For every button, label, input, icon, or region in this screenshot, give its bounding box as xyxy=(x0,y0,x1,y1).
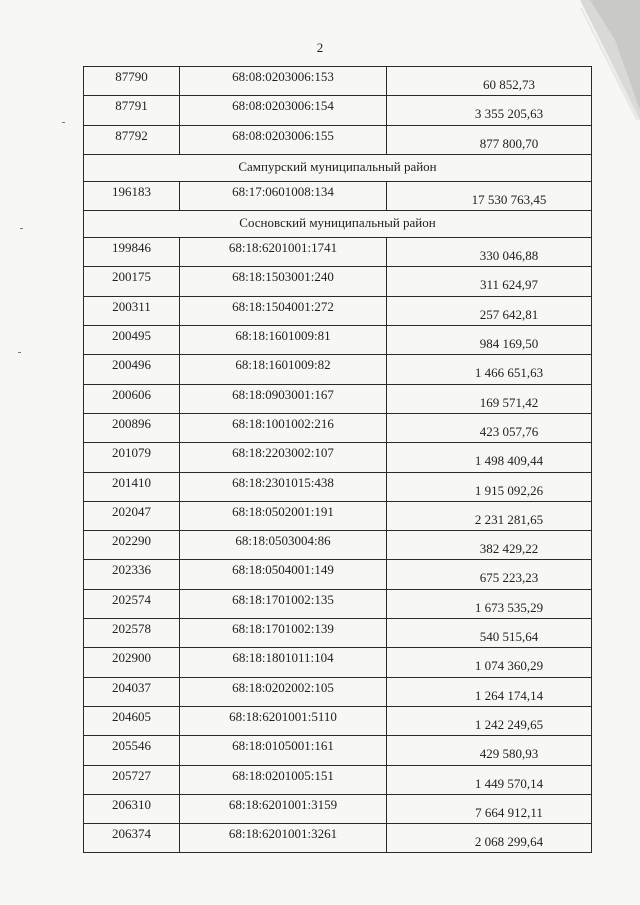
cadastral-value-text: 17 530 763,45 xyxy=(471,191,547,207)
table-row xyxy=(84,472,592,501)
object-id-cell xyxy=(84,501,180,530)
cadastral-number-cell xyxy=(180,677,387,706)
object-id-text: 202574 xyxy=(112,591,151,607)
object-id-text: 196183 xyxy=(112,183,151,199)
cadastral-number-cell xyxy=(180,125,387,154)
cadastral-number-text: 68:18:2203002:107 xyxy=(232,445,334,461)
cadastral-number-cell xyxy=(180,472,387,501)
cadastral-number-cell xyxy=(180,736,387,765)
object-id-text: 201410 xyxy=(112,474,151,490)
cadastral-value-text: 257 642,81 xyxy=(479,306,539,322)
cadastral-value-text: 169 571,42 xyxy=(479,394,539,410)
object-id-text: 200495 xyxy=(112,328,151,344)
object-id-cell xyxy=(84,384,180,413)
cadastral-value-cell xyxy=(387,794,592,823)
cadastral-value-cell xyxy=(387,181,592,210)
cadastral-value-text: 311 624,97 xyxy=(479,277,539,293)
cadastral-value-cell xyxy=(387,706,592,735)
object-id-cell xyxy=(84,589,180,618)
cadastral-value-text: 7 664 912,11 xyxy=(475,804,543,820)
cadastral-value-cell xyxy=(387,648,592,677)
table-row xyxy=(84,413,592,442)
cadastral-value-cell xyxy=(387,560,592,589)
cadastral-value-cell xyxy=(387,238,592,267)
cadastral-number-cell xyxy=(180,326,387,355)
cadastral-number-text: 68:18:6201001:5110 xyxy=(229,708,337,724)
cadastral-value-cell xyxy=(387,413,592,442)
cadastral-number-text: 68:18:1001002:216 xyxy=(232,415,334,431)
cadastral-value-text: 984 169,50 xyxy=(479,336,539,352)
cadastral-number-cell xyxy=(180,589,387,618)
cadastral-number-cell xyxy=(180,531,387,560)
table-row xyxy=(84,181,592,210)
object-id-cell xyxy=(84,765,180,794)
object-id-text: 200175 xyxy=(112,269,151,285)
cadastral-number-text: 68:18:0502001:191 xyxy=(232,503,334,519)
cadastral-number-cell xyxy=(180,96,387,125)
table-row xyxy=(84,531,592,560)
table-row xyxy=(84,619,592,648)
object-id-cell xyxy=(84,125,180,154)
object-id-cell xyxy=(84,96,180,125)
cadastral-value-text: 1 074 360,29 xyxy=(474,658,544,674)
object-id-cell xyxy=(84,824,180,853)
cadastral-value-text: 429 580,93 xyxy=(479,746,539,762)
cadastral-value-text: 1 498 409,44 xyxy=(474,453,544,469)
cadastral-value-cell xyxy=(387,355,592,384)
table-row xyxy=(84,296,592,325)
cadastral-number-text: 68:18:6201001:1741 xyxy=(228,240,338,256)
cadastral-number-text: 68:18:0503004:86 xyxy=(235,533,331,549)
object-id-text: 87792 xyxy=(115,127,148,143)
cadastral-number-cell xyxy=(180,794,387,823)
object-id-cell xyxy=(84,355,180,384)
table-body xyxy=(84,67,592,853)
cadastral-number-cell xyxy=(180,296,387,325)
cadastral-number-text: 68:18:1503001:240 xyxy=(232,269,334,285)
cadastral-value-cell xyxy=(387,296,592,325)
scan-speck xyxy=(62,122,65,123)
cadastral-value-cell xyxy=(387,589,592,618)
cadastral-value-text: 540 515,64 xyxy=(479,629,539,645)
parcel-value-table xyxy=(83,66,592,853)
cadastral-number-cell xyxy=(180,238,387,267)
object-id-text: 204037 xyxy=(112,679,151,695)
cadastral-number-text: 68:08:0203006:154 xyxy=(232,98,334,114)
cadastral-value-text: 1 242 249,65 xyxy=(474,716,544,732)
table-row xyxy=(84,560,592,589)
object-id-text: 87790 xyxy=(115,69,148,84)
table-row xyxy=(84,824,592,853)
object-id-text: 205546 xyxy=(112,738,151,754)
cadastral-value-cell xyxy=(387,736,592,765)
table-row xyxy=(84,443,592,472)
cadastral-number-text: 68:18:1701002:135 xyxy=(232,591,334,607)
object-id-text: 200311 xyxy=(112,298,151,314)
cadastral-number-text: 68:18:2301015:438 xyxy=(232,474,334,490)
section-heading xyxy=(84,211,592,238)
cadastral-number-cell xyxy=(180,619,387,648)
cadastral-value-text: 2 231 281,65 xyxy=(474,511,544,527)
object-id-text: 202047 xyxy=(112,503,151,519)
cadastral-value-text: 877 800,70 xyxy=(479,135,539,151)
cadastral-value-cell xyxy=(387,472,592,501)
cadastral-value-text: 60 852,73 xyxy=(483,77,535,92)
cadastral-number-cell xyxy=(180,355,387,384)
cadastral-number-cell xyxy=(180,267,387,296)
cadastral-number-cell xyxy=(180,706,387,735)
object-id-cell xyxy=(84,181,180,210)
object-id-cell xyxy=(84,560,180,589)
object-id-text: 202290 xyxy=(112,533,151,549)
cadastral-number-text: 68:18:6201001:3261 xyxy=(228,826,338,842)
object-id-cell xyxy=(84,238,180,267)
cadastral-number-cell xyxy=(180,413,387,442)
cadastral-number-cell xyxy=(180,560,387,589)
table-row xyxy=(84,125,592,154)
object-id-text: 205727 xyxy=(112,767,151,783)
object-id-cell xyxy=(84,619,180,648)
cadastral-value-cell xyxy=(387,326,592,355)
section-heading-row xyxy=(84,154,592,181)
object-id-cell xyxy=(84,67,180,96)
object-id-cell xyxy=(84,648,180,677)
scan-speck xyxy=(18,352,21,353)
cadastral-number-cell xyxy=(180,443,387,472)
object-id-cell xyxy=(84,472,180,501)
cadastral-value-cell xyxy=(387,501,592,530)
object-id-text: 200606 xyxy=(112,386,151,402)
table-row xyxy=(84,67,592,96)
cadastral-value-text: 1 915 092,26 xyxy=(474,482,544,498)
object-id-cell xyxy=(84,677,180,706)
cadastral-number-text: 68:18:6201001:3159 xyxy=(228,796,338,812)
scan-speck xyxy=(20,228,23,229)
cadastral-value-text: 1 264 174,14 xyxy=(474,687,544,703)
cadastral-value-cell xyxy=(387,619,592,648)
cadastral-value-cell xyxy=(387,125,592,154)
cadastral-number-text: 68:18:0903001:167 xyxy=(232,386,334,402)
table-row xyxy=(84,589,592,618)
object-id-cell xyxy=(84,794,180,823)
object-id-text: 200496 xyxy=(112,357,151,373)
section-heading-text: Сосновский муниципальный район xyxy=(239,215,436,231)
cadastral-number-text: 68:18:1601009:81 xyxy=(235,328,331,344)
cadastral-number-cell xyxy=(180,824,387,853)
cadastral-value-text: 423 057,76 xyxy=(479,423,539,439)
cadastral-value-cell xyxy=(387,96,592,125)
cadastral-number-text: 68:18:0201005:151 xyxy=(232,767,334,783)
cadastral-number-text: 68:18:0504001:149 xyxy=(232,562,334,578)
cadastral-number-text: 68:08:0203006:153 xyxy=(232,69,334,84)
cadastral-number-text: 68:18:0202002:105 xyxy=(232,679,334,695)
cadastral-value-text: 675 223,23 xyxy=(479,570,539,586)
cadastral-number-cell xyxy=(180,67,387,96)
object-id-cell xyxy=(84,443,180,472)
table-row xyxy=(84,677,592,706)
table-row xyxy=(84,765,592,794)
cadastral-number-text: 68:08:0203006:155 xyxy=(232,127,334,143)
cadastral-number-text: 68:18:1801011:104 xyxy=(232,650,334,666)
object-id-text: 87791 xyxy=(115,98,148,114)
cadastral-value-cell xyxy=(387,443,592,472)
table-row xyxy=(84,648,592,677)
table-row xyxy=(84,384,592,413)
cadastral-number-text: 68:18:1504001:272 xyxy=(232,298,334,314)
cadastral-value-text: 1 673 535,29 xyxy=(474,599,544,615)
cadastral-number-text: 68:18:0105001:161 xyxy=(232,738,334,754)
object-id-text: 202578 xyxy=(112,621,151,637)
cadastral-number-text: 68:17:0601008:134 xyxy=(232,183,334,199)
cadastral-value-text: 2 068 299,64 xyxy=(474,834,544,850)
cadastral-value-cell xyxy=(387,267,592,296)
section-heading-row xyxy=(84,211,592,238)
cadastral-number-cell xyxy=(180,384,387,413)
object-id-cell xyxy=(84,326,180,355)
object-id-cell xyxy=(84,736,180,765)
table-row xyxy=(84,96,592,125)
cadastral-value-cell xyxy=(387,67,592,96)
table-row xyxy=(84,355,592,384)
table-row xyxy=(84,238,592,267)
cadastral-number-text: 68:18:1701002:139 xyxy=(232,621,334,637)
cadastral-value-cell xyxy=(387,824,592,853)
object-id-text: 202336 xyxy=(112,562,151,578)
object-id-cell xyxy=(84,531,180,560)
object-id-cell xyxy=(84,296,180,325)
object-id-cell xyxy=(84,706,180,735)
cadastral-value-cell xyxy=(387,384,592,413)
table-row xyxy=(84,794,592,823)
cadastral-number-cell xyxy=(180,181,387,210)
table-row xyxy=(84,267,592,296)
object-id-text: 201079 xyxy=(112,445,151,461)
cadastral-value-text: 330 046,88 xyxy=(479,248,539,264)
object-id-text: 206310 xyxy=(112,796,151,812)
table-row xyxy=(84,736,592,765)
object-id-cell xyxy=(84,413,180,442)
table-row xyxy=(84,501,592,530)
object-id-text: 206374 xyxy=(112,826,151,842)
table-row xyxy=(84,326,592,355)
page-number: 2 xyxy=(316,40,324,55)
cadastral-value-text: 382 429,22 xyxy=(479,541,539,557)
object-id-text: 204605 xyxy=(112,708,151,724)
section-heading-text: Сампурский муниципальный район xyxy=(238,158,437,174)
table-row xyxy=(84,706,592,735)
object-id-cell xyxy=(84,267,180,296)
cadastral-value-cell xyxy=(387,531,592,560)
object-id-text: 202900 xyxy=(112,650,151,666)
section-heading xyxy=(84,154,592,181)
cadastral-number-text: 68:18:1601009:82 xyxy=(235,357,331,373)
cadastral-value-text: 1 449 570,14 xyxy=(474,775,544,791)
object-id-text: 199846 xyxy=(112,240,151,256)
cadastral-number-cell xyxy=(180,765,387,794)
cadastral-value-text: 1 466 651,63 xyxy=(474,365,544,381)
object-id-text: 200896 xyxy=(112,415,151,431)
cadastral-number-cell xyxy=(180,501,387,530)
cadastral-value-cell xyxy=(387,765,592,794)
cadastral-value-cell xyxy=(387,677,592,706)
cadastral-value-text: 3 355 205,63 xyxy=(474,106,544,122)
cadastral-number-cell xyxy=(180,648,387,677)
